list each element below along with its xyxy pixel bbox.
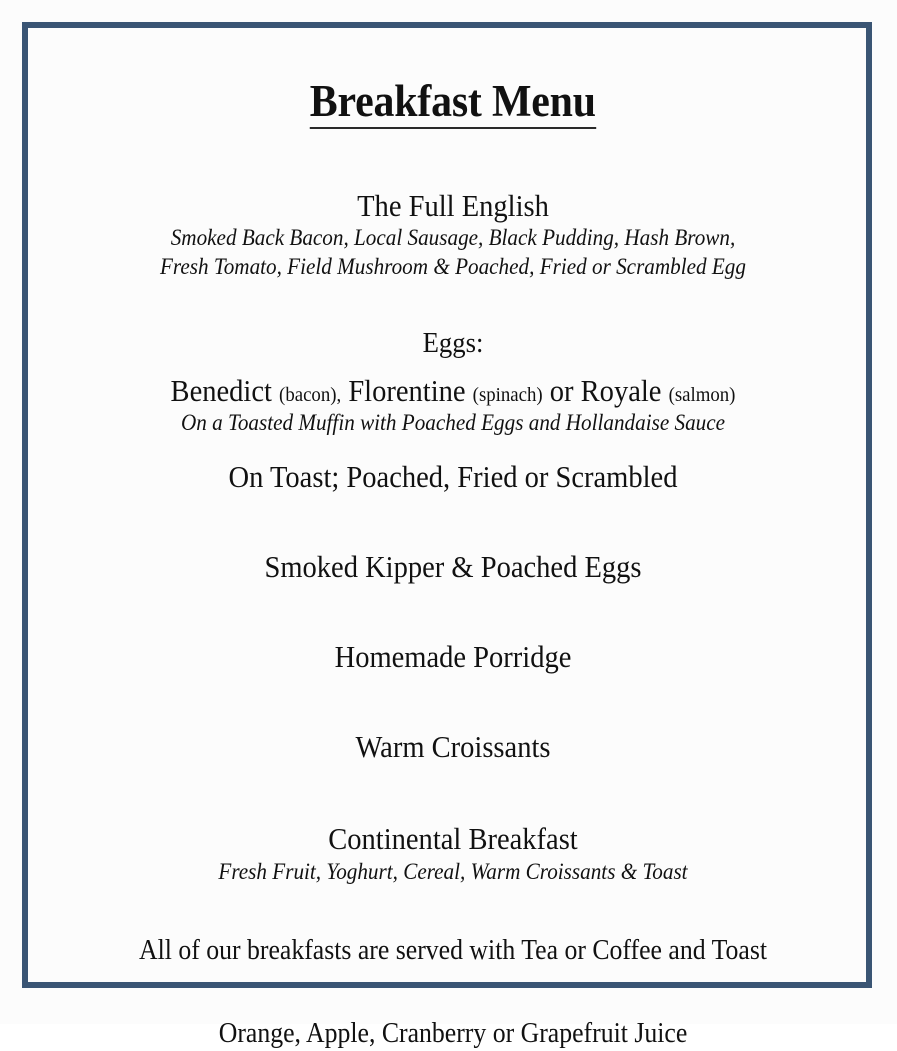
- section-continental: [54, 820, 852, 887]
- kipper-item: Smoked Kipper & Poached Eggs: [264, 549, 642, 585]
- eggs-variants-line: [86, 372, 820, 410]
- spacer: [54, 438, 852, 458]
- spacer: [54, 160, 852, 187]
- full-english-description-line-1: Smoked Back Bacon, Local Sausage, Black Pudding, Hash Brown,: [170, 225, 736, 251]
- full-english-description-line-2: Fresh Tomato, Field Mushroom & Poached, Fried or Scrambled Egg: [160, 254, 746, 280]
- eggs-variant-florentine-note: (spinach): [472, 383, 543, 406]
- menu-content: [28, 28, 878, 1051]
- spacer: [54, 969, 852, 1017]
- section-eggs: [54, 326, 852, 496]
- eggs-variant-florentine: Florentine: [348, 372, 466, 408]
- croissants-item: Warm Croissants: [355, 728, 551, 764]
- full-english-heading: The Full English: [357, 187, 549, 223]
- spacer: [54, 676, 852, 728]
- spacer: [54, 282, 852, 326]
- eggs-label: Eggs:: [422, 327, 484, 360]
- continental-heading: Continental Breakfast: [328, 820, 578, 856]
- eggs-variant-royale: Royale: [580, 372, 662, 408]
- porridge-item: Homemade Porridge: [334, 639, 572, 675]
- continental-description: Fresh Fruit, Yoghurt, Cereal, Warm Croissants & Toast: [218, 858, 688, 884]
- section-porridge: [54, 638, 852, 676]
- eggs-on-toast-item: On Toast; Poached, Fried or Scrambled: [228, 459, 678, 495]
- section-footer-notes: [54, 934, 852, 1050]
- spacer: [54, 886, 852, 934]
- eggs-variant-royale-note: (salmon): [668, 383, 736, 406]
- page-title: Breakfast Menu: [310, 78, 596, 129]
- spacer: [54, 586, 852, 638]
- spacer: [54, 496, 852, 548]
- menu-title-container: [54, 28, 852, 160]
- section-croissants: [54, 728, 852, 766]
- menu-border-frame: [22, 22, 872, 1049]
- eggs-variant-benedict-note: (bacon),: [279, 383, 342, 406]
- section-full-english: [54, 187, 852, 283]
- section-kipper: [54, 548, 852, 586]
- served-with-note: All of our breakfasts are served with Tea or Coffee and Toast: [138, 935, 768, 967]
- eggs-benedict-description: On a Toasted Muffin with Poached Eggs and Hollandaise Sauce: [180, 410, 726, 436]
- eggs-variants-conjunction: or: [549, 372, 574, 408]
- eggs-variant-benedict: Benedict: [170, 372, 272, 408]
- spacer: [54, 362, 852, 372]
- spacer: [54, 766, 852, 820]
- juices-note: Orange, Apple, Cranberry or Grapefruit Juice: [218, 1017, 688, 1049]
